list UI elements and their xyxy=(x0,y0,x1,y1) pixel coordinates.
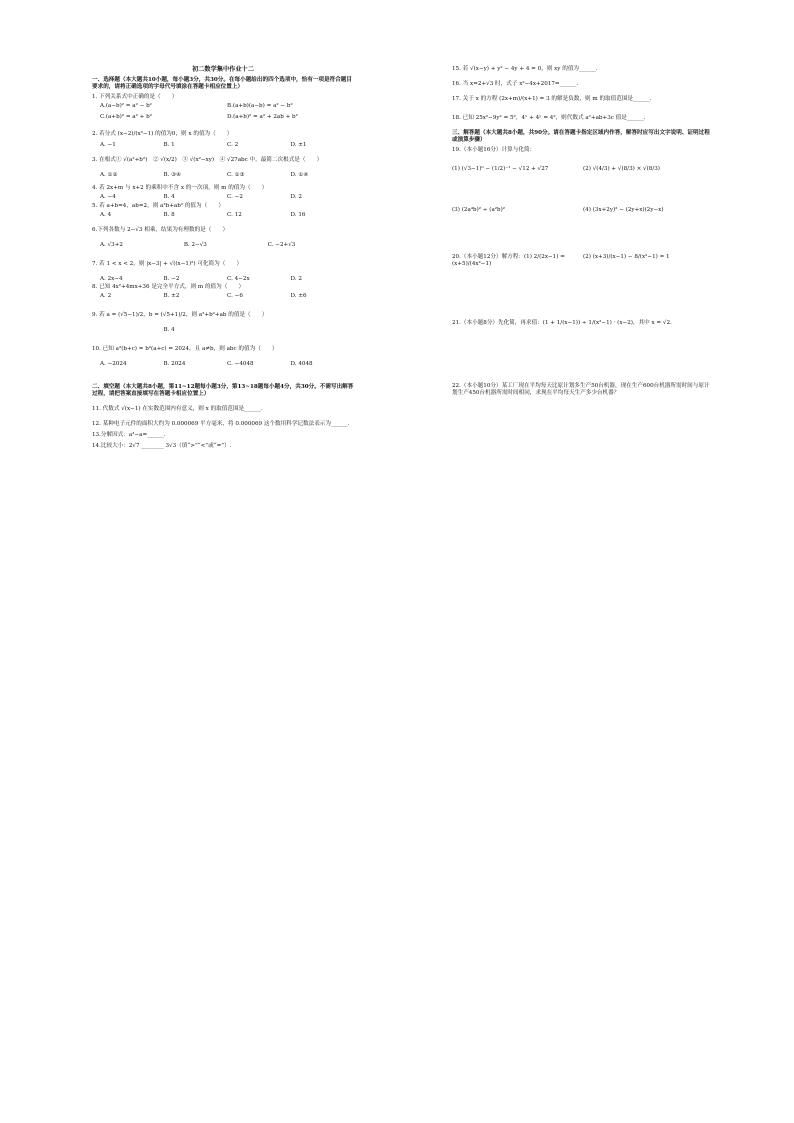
option: D. 2 xyxy=(290,193,302,200)
question-13: 13.分解因式：a³−a=______. xyxy=(92,432,166,439)
option: C. ①③ xyxy=(227,171,245,178)
question-19-row-2 xyxy=(452,207,714,214)
question-2-options xyxy=(100,142,354,149)
option: B. 2024 xyxy=(163,361,186,368)
question-9-options xyxy=(100,327,354,334)
question-9: 9. 若 a = (√5−1)/2，b = (√5+1)/2，则 a²+b²+ab 的值是（ ） xyxy=(92,312,268,319)
option: C. 4−2x xyxy=(227,275,250,282)
question-19: 19.（本小题16分）计算与化简： xyxy=(452,146,536,153)
question-19-part-4: (4) (3x+2y)² − (2y+x)(2y−x) xyxy=(583,206,664,213)
option: B. 1 xyxy=(163,141,175,148)
question-1-options xyxy=(100,103,354,125)
option: D. 2 xyxy=(290,275,302,282)
section-1-heading: 一、选择题（本大题共10小题，每小题3分，共30分。在每小题给出的四个选项中，恰有一项是符合题目要求的，请将正确选项的字母代号填涂在答题卡相应位置上） xyxy=(92,76,352,90)
question-6-options xyxy=(100,242,354,249)
question-16: 16. 当 x=2+√3 时，式子 x²−4x+2017=______. xyxy=(452,80,579,87)
question-19-part-3: (3) (2a⁴b)² ÷ (a²b)² xyxy=(452,206,506,213)
option: D. ±1 xyxy=(290,141,307,148)
option: B. 8 xyxy=(163,211,175,218)
option: C.(a+b)² = a² + b² xyxy=(100,113,152,120)
option: B. ±2 xyxy=(163,293,180,300)
question-5-options xyxy=(100,212,354,219)
option: A. 2 xyxy=(100,293,112,300)
question-3: 3. 在根式① √(a²+b²) ② √(x/2) ③ √(x²−xy) ④ √27abc 中，最简二次根式是（ ） xyxy=(92,156,323,163)
question-5: 5. 若 a+b=4，ab=2，则 a²b+ab² 的值为（ ） xyxy=(92,202,224,209)
option xyxy=(291,327,355,334)
question-2: 2. 若分式 (x−2)/(x²−1) 的值为0，则 x 的值为（ ） xyxy=(92,130,233,137)
question-20-part-1: 20.（本小题12分）解方程：(1) 2/(2x−1) = (x+5)/(4x²−1) xyxy=(452,253,565,267)
option: B. 4 xyxy=(163,193,175,200)
option: B. ③④ xyxy=(163,171,182,178)
option: C. 2 xyxy=(227,141,239,148)
section-2-heading: 二、填空题（本大题共8小题，第11~12题每小题3分，第13~18题每小题4分，共30分。不需写出解答过程，请把答案直接填写在答题卡相应位置上） xyxy=(92,384,354,398)
question-3-options xyxy=(100,172,354,179)
question-7: 7. 若 1 < x < 2，则 |x−3| + √((x−1)²) 可化简为（ ） xyxy=(92,260,243,267)
question-22: 22.（本小题10分）某工厂现在平均每天比原计划多生产50台机器，现在生产600台机器所需时间与原计划生产450台机器所需时间相同，求现在平均每天生产多少台机器？ xyxy=(452,382,710,396)
option: A. −2024 xyxy=(100,361,127,368)
question-20-part-2: (2) (x+3)/(x−1) − 8/(x²−1) = 1 xyxy=(583,253,670,260)
question-19-row-1 xyxy=(452,166,714,173)
question-14: 14.比较大小：2√7 ________ 3√3（填“>”“<”或“=”）. xyxy=(92,443,232,450)
option: A. ①② xyxy=(100,171,118,178)
question-8-options xyxy=(100,293,354,300)
option: C. −4048 xyxy=(227,361,254,368)
option xyxy=(227,327,291,334)
section-3-heading: 三、解答题（本大题共8小题，共90分。请在答题卡指定区域内作答，解答时应写出文字说明、证明过程或演算步骤） xyxy=(452,129,710,143)
question-17: 17. 关于 x 的方程 (2x+m)/(x+1) = 3 的解是负数，则 m 的取值范围是______. xyxy=(452,95,652,102)
option: D. 16 xyxy=(290,211,306,218)
option: D. 4048 xyxy=(290,361,313,368)
option: B. 4 xyxy=(163,327,175,334)
question-11: 11. 代数式 √(x−1) 在实数范围内有意义，则 x 的取值范围是______. xyxy=(92,406,263,413)
question-19-part-1: (1) (√3−1)⁰ − (1/2)⁻¹ − √12 + √27 xyxy=(452,165,549,172)
question-4-options xyxy=(100,194,354,201)
question-1: 1. 下列关系式中正确的是（ ） xyxy=(92,93,178,100)
option: D. ±6 xyxy=(290,293,307,300)
option: A. 2x−4 xyxy=(100,275,123,282)
option: C. −2+√3 xyxy=(267,241,296,248)
option: A. −1 xyxy=(100,141,116,148)
question-20-label: 20.（本小题12分）解方程： xyxy=(452,253,524,260)
question-20-row xyxy=(452,254,714,268)
option: B. −2 xyxy=(163,275,180,282)
question-4: 4. 若 2x+m 与 x+2 的乘积中不含 x 的一次项，则 m 的值为（ ） xyxy=(92,184,268,191)
question-6: 6.下列各数与 2−√3 相乘，结果为有理数的是（ ） xyxy=(92,226,229,233)
question-7-options xyxy=(100,276,354,283)
option: D. ①④ xyxy=(290,171,309,178)
question-8: 8. 已知 4x²+4mx+36 是完全平方式，则 m 的值为（ ） xyxy=(92,284,245,291)
question-12: 12. 某种电子元件的面积大约为 0.000069 平方毫米，将 0.000069 这个数用科学记数法表示为______. xyxy=(92,421,350,428)
option xyxy=(100,327,164,334)
option: A.(a−b)² = a² − b² xyxy=(100,102,152,109)
page-title: 初二数学集中作业十二 xyxy=(192,66,254,73)
option: C. −6 xyxy=(227,293,243,300)
option: A. 4 xyxy=(100,211,112,218)
question-19-part-2: (2) √(4/3) + √(8/3) × √(8/3) xyxy=(583,165,660,172)
question-10: 10. 已知 a²(b+c) = b²(a+c) = 2024，且 a≠b，则 abc 的值为（ ） xyxy=(92,346,278,353)
option: B.(a+b)(a−b) = a² − b² xyxy=(227,102,293,109)
right-column xyxy=(452,66,714,399)
option: A. −4 xyxy=(100,193,116,200)
option: A. √3+2 xyxy=(100,241,123,248)
option: D.(a+b)² = a² + 2ab + b² xyxy=(227,113,298,120)
question-21: 21.（本小题8分）先化简，再求值：(1 + 1/(x−1)) ÷ 1/(x²−1) · (x−2)，其中 x = √2. xyxy=(452,319,672,326)
question-10-options xyxy=(100,361,354,368)
option: C. 12 xyxy=(227,211,242,218)
left-column xyxy=(92,66,354,452)
question-18: 18. 已知 25x²−9y² = 5²，4ˣ + 4ʸ = 4²，则代数式 a²+ab+3c 值是______. xyxy=(452,114,646,121)
question-15: 15. 若 √(x−y) + y² − 4y + 4 = 0，则 xy 的值为______. xyxy=(452,66,598,72)
option: B. 2−√3 xyxy=(183,241,207,248)
option: C. −2 xyxy=(227,193,243,200)
